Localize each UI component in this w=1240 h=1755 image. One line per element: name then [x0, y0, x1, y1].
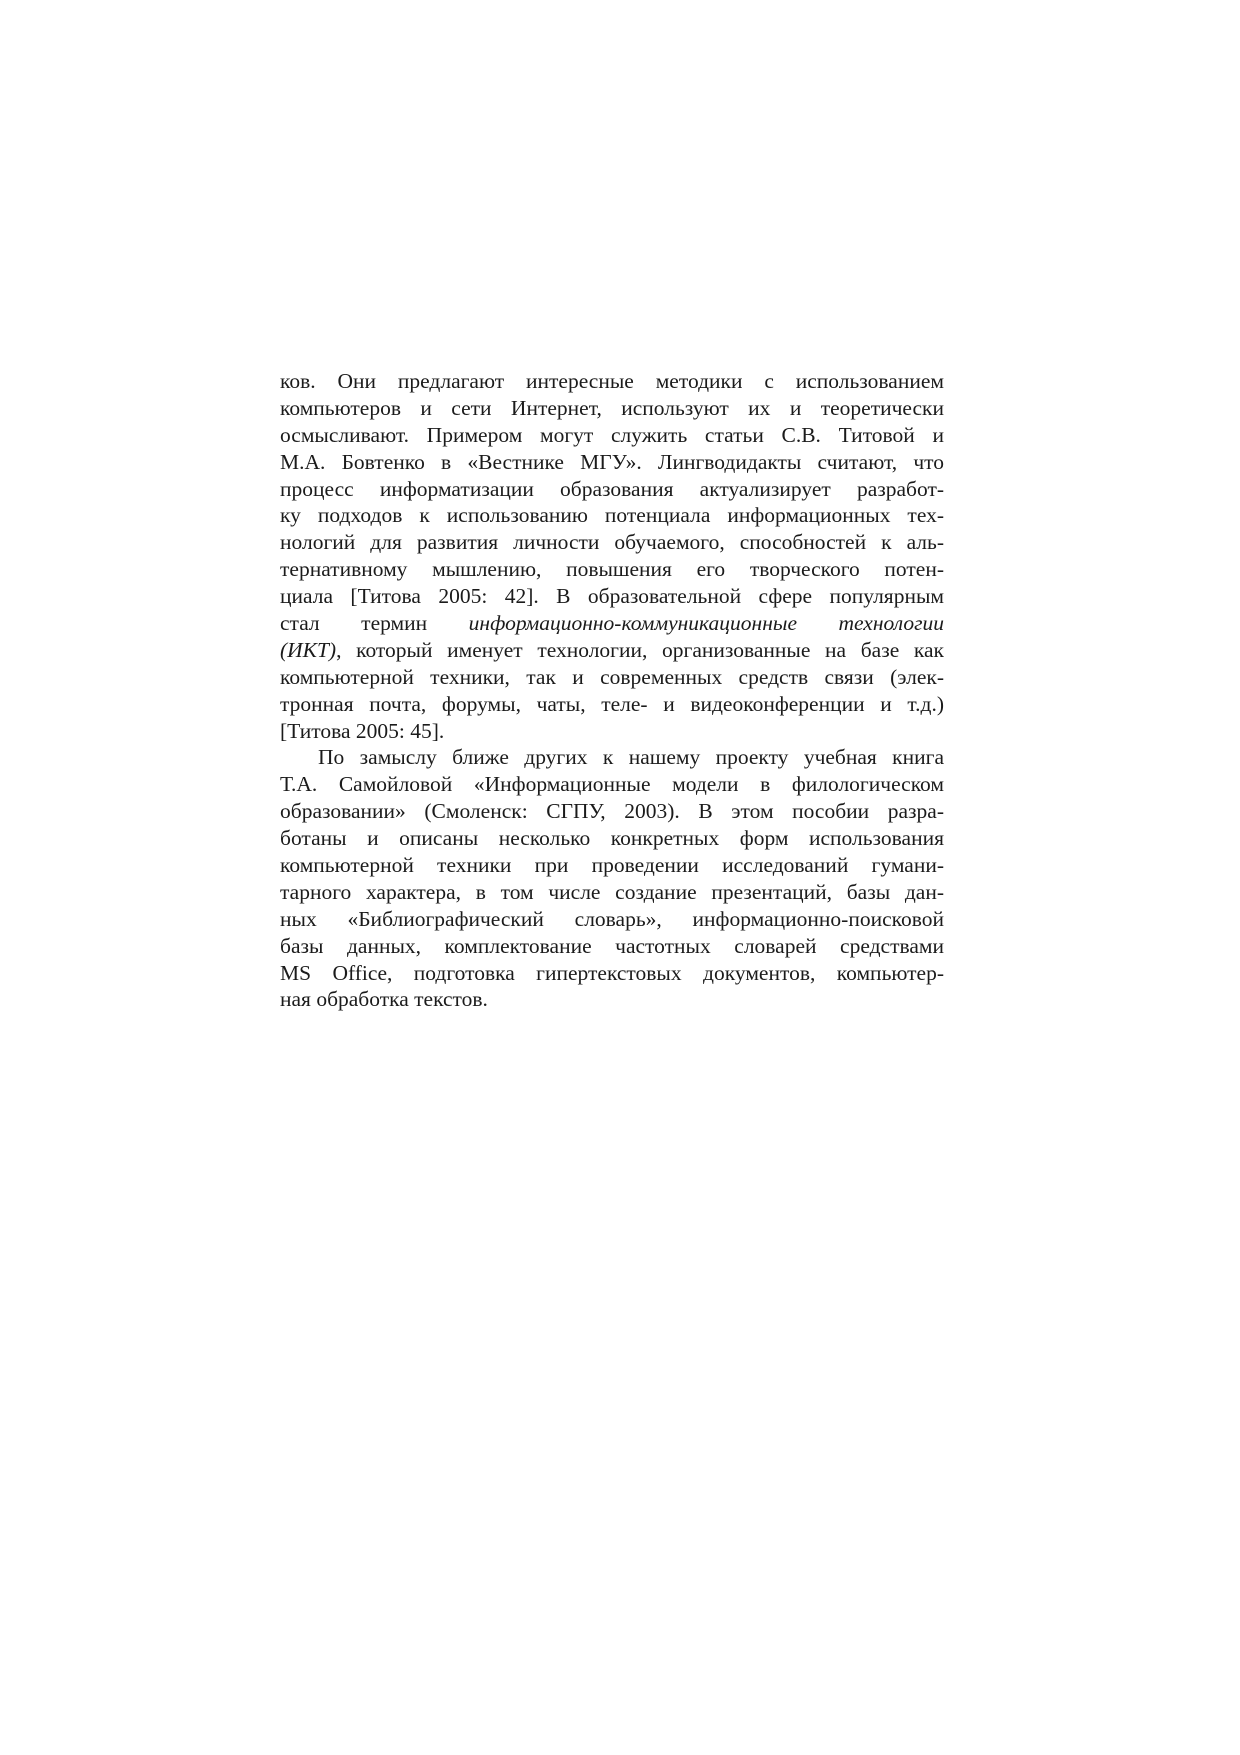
text-line: компьютеров и сети Интернет, используют их и теоретически: [280, 395, 944, 420]
text-line: ная обработка текстов.: [280, 987, 488, 1012]
text-line: компьютерной техники, так и современных средств связи (элек-: [280, 664, 944, 689]
paragraph-2: [280, 744, 944, 1013]
text-line: ку подходов к использованию потенциала информационных тех-: [280, 503, 944, 528]
paragraph-1: [280, 368, 944, 744]
text-line: осмысливают. Примером могут служить статьи С.В. Титовой и: [280, 422, 944, 447]
text-line: М.А. Бовтенко в «Вестнике МГУ». Лингводидакты считают, что: [280, 449, 944, 474]
body-text: [280, 368, 944, 1013]
text-line: MS Office, подготовка гипертекстовых документов, компьютер-: [280, 960, 944, 985]
text-line: циала [Титова 2005: 42]. В образовательной сфере популярным: [280, 584, 944, 609]
text-line: тернативному мышлению, повышения его творческого потен-: [280, 557, 944, 582]
text-line: ных «Библиографический словарь», информационно-поисковой: [280, 906, 944, 931]
text-line: базы данных, комплектование частотных словарей средствами: [280, 933, 944, 958]
text-line: ботаны и описаны несколько конкретных форм использования: [280, 826, 944, 851]
italic-term: (ИКТ): [280, 637, 337, 662]
text-segment: , который именует технологии, организованные на базе как: [336, 637, 944, 662]
text-line: нологий для развития личности обучаемого, способностей к аль-: [280, 530, 944, 555]
text-line: компьютерной техники при проведении исследований гумани-: [280, 853, 944, 878]
italic-term: информационно-коммуникационные технологии: [468, 611, 944, 636]
text-line: По замыслу ближе других к нашему проекту учебная книга: [318, 745, 944, 770]
text-line: образовании» (Смоленск: СГПУ, 2003). В этом пособии разра-: [280, 799, 944, 824]
text-line: [280, 610, 944, 637]
text-line: тарного характера, в том числе создание презентаций, базы дан-: [280, 879, 944, 904]
text-line: процесс информатизации образования актуализирует разработ-: [280, 476, 944, 501]
text-line: ков. Они предлагают интересные методики с использованием: [280, 369, 944, 393]
text-line: [280, 637, 944, 664]
text-line: тронная почта, форумы, чаты, теле- и видеоконференции и т.д.): [280, 691, 944, 716]
text-line: [Титова 2005: 45].: [280, 718, 445, 743]
text-segment: стал термин: [280, 611, 469, 636]
text-line: Т.А. Самойловой «Информационные модели в филологическом: [280, 772, 944, 797]
